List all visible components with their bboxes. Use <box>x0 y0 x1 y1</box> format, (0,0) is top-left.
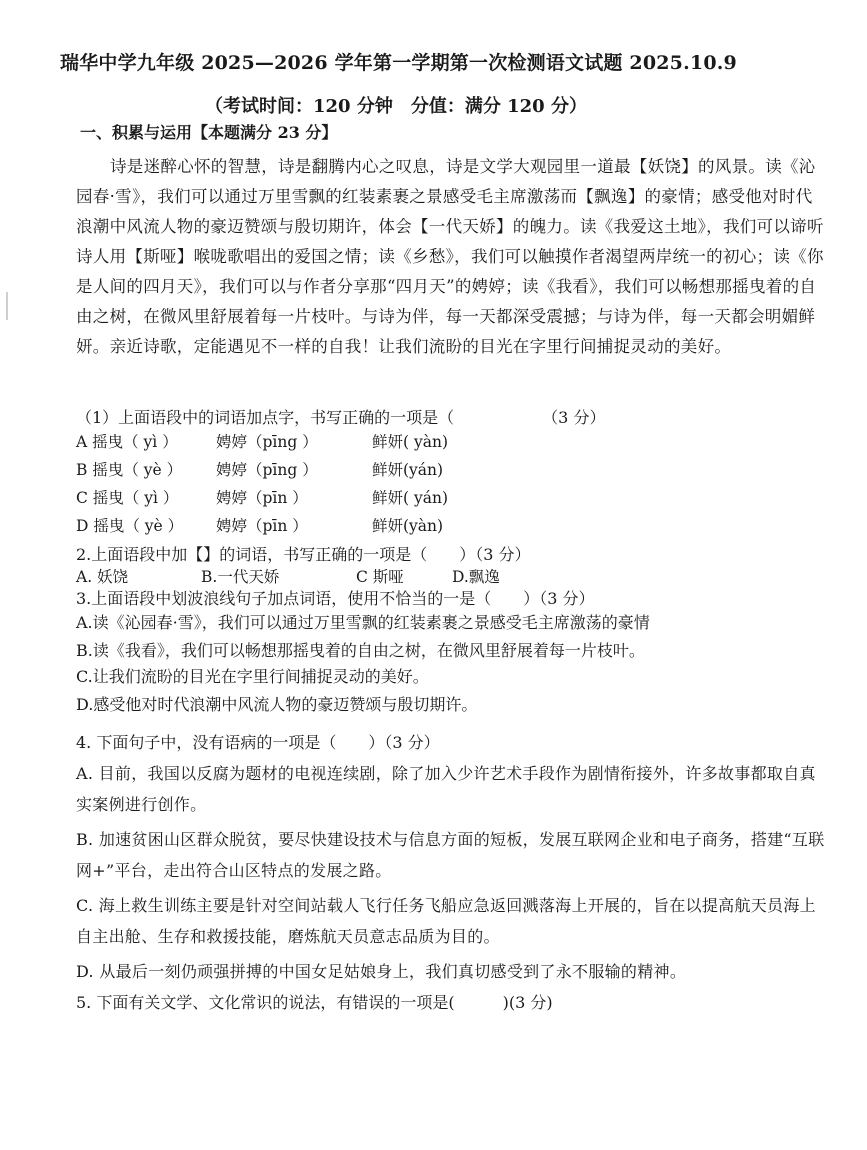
question-2-option-b: B.一代天娇 <box>201 568 280 586</box>
option-c-word-2: 娉婷（pīn ） <box>216 489 308 507</box>
option-d-word-1: D 摇曳（ yè ） <box>76 517 184 535</box>
question-3-option-c: C.让我们流盼的目光在字里行间捕捉灵动的美好。 <box>76 667 429 686</box>
question-2-option-c: C 斯哑 <box>356 568 404 586</box>
option-b-word-1: B 摇曳（ yè ） <box>76 461 183 479</box>
option-b-word-2: 娉婷（pīng ） <box>216 461 318 479</box>
scan-margin-mark <box>6 292 8 320</box>
option-b-word-3: 鲜妍(yán) <box>372 461 444 479</box>
question-4-options <box>76 758 828 991</box>
option-a-word-1: A 摇曳（ yì ） <box>76 433 178 451</box>
option-a-word-2: 娉婷（pīng ） <box>216 433 318 451</box>
question-2-stem: 2.上面语段中加【】的词语，书写正确的一项是（ ）（3 分） <box>76 545 531 564</box>
question-4-option-d: D. 从最后一刻仍顽强拼搏的中国女足姑娘身上，我们真切感受到了永不服输的精神。 <box>76 962 687 981</box>
question-3-option-d: D.感受他对时代浪潮中风流人物的豪迈赞颂与殷切期许。 <box>76 695 478 714</box>
option-d-word-3: 鲜妍(yàn) <box>372 517 444 535</box>
question-2-option-a: A. 妖饶 <box>76 568 129 586</box>
question-3-stem: 3.上面语段中划波浪线句子加点词语，使用不恰当的一是（ ）（3 分） <box>76 589 595 608</box>
option-d-word-2: 娉婷（pīn ） <box>216 517 308 535</box>
question-4-option-c: C. 海上救生训练主要是针对空间站载人飞行任务飞船应急返回溅落海上开展的，旨在以提高航天员海上自主出舱、生存和救援技能，磨炼航天员意志品质为目的。 <box>76 896 816 946</box>
option-c-word-1: C 摇曳（ yì ） <box>76 489 179 507</box>
question-2-option-d: D.飘逸 <box>452 568 500 586</box>
question-5-stem: 5. 下面有关文学、文化常识的说法，有错误的一项是( )(3 分) <box>76 993 553 1012</box>
exam-subtitle: （考试时间：120 分钟 分值：满分 120 分） <box>205 96 587 117</box>
option-c-word-3: 鲜妍( yán) <box>372 489 449 507</box>
question-4-option-b: B. 加速贫困山区群众脱贫，要尽快建设技术与信息方面的短板，发展互联网企业和电子商务，搭建“互联网+”平台，走出符合山区特点的发展之路。 <box>76 830 825 880</box>
question-3-option-a: A.读《沁园春·雪》，我们可以通过万里雪飘的红装素裹之景感受毛主席激荡的豪情 <box>76 613 650 632</box>
question-1-stem: （1）上面语段中的词语加点字，书写正确的一项是（ （3 分） <box>76 408 606 427</box>
option-a-word-3: 鲜妍( yàn) <box>372 433 449 451</box>
exam-title: 瑞华中学九年级 2025—2026 学年第一学期第一次检测语文试题 2025.10.9 <box>60 52 737 74</box>
section-heading: 一、积累与运用【本题满分 23 分】 <box>80 123 338 142</box>
reading-passage: 诗是迷醉心怀的智慧，诗是翻腾内心之叹息，诗是文学大观园里一道最【妖饶】的风景。读《沁园春·雪》，我们可以通过万里雪飘的红装素裹之景感受毛主席激荡而【飘逸】的豪情；感受他对时代浪潮中风流人物的豪迈赞颂与殷切期许，体会【一代天娇】的魄力。读《我爱这土地》，我们可以谛听诗人用【斯哑】喉咙歌唱出的爱国之情；读《乡愁》，我们可以触摸作者渴望两岸统一的初心；读《你是人间的四月天》，我们可以与作者分享那“四月天”的娉婷；读《我看》，我们可以畅想那摇曳着的自由之树，在微风里舒展着每一片枝叶。与诗为伴，每一天都深受震撼；与诗为伴，每一天都会明媚鲜妍。亲近诗歌，定能遇见不一样的自我！让我们流盼的目光在字里行间捕捉灵动的美好。 <box>76 157 824 356</box>
question-3-option-b: B.读《我看》，我们可以畅想那摇曳着的自由之树，在微风里舒展着每一片枝叶。 <box>76 641 645 660</box>
question-4-option-a: A. 目前，我国以反腐为题材的电视连续剧，除了加入少许艺术手段作为剧情衔接外，许多故事都取自真实案例进行创作。 <box>76 764 816 814</box>
question-4-stem: 4. 下面句子中，没有语病的一项是（ ）（3 分） <box>76 733 440 752</box>
